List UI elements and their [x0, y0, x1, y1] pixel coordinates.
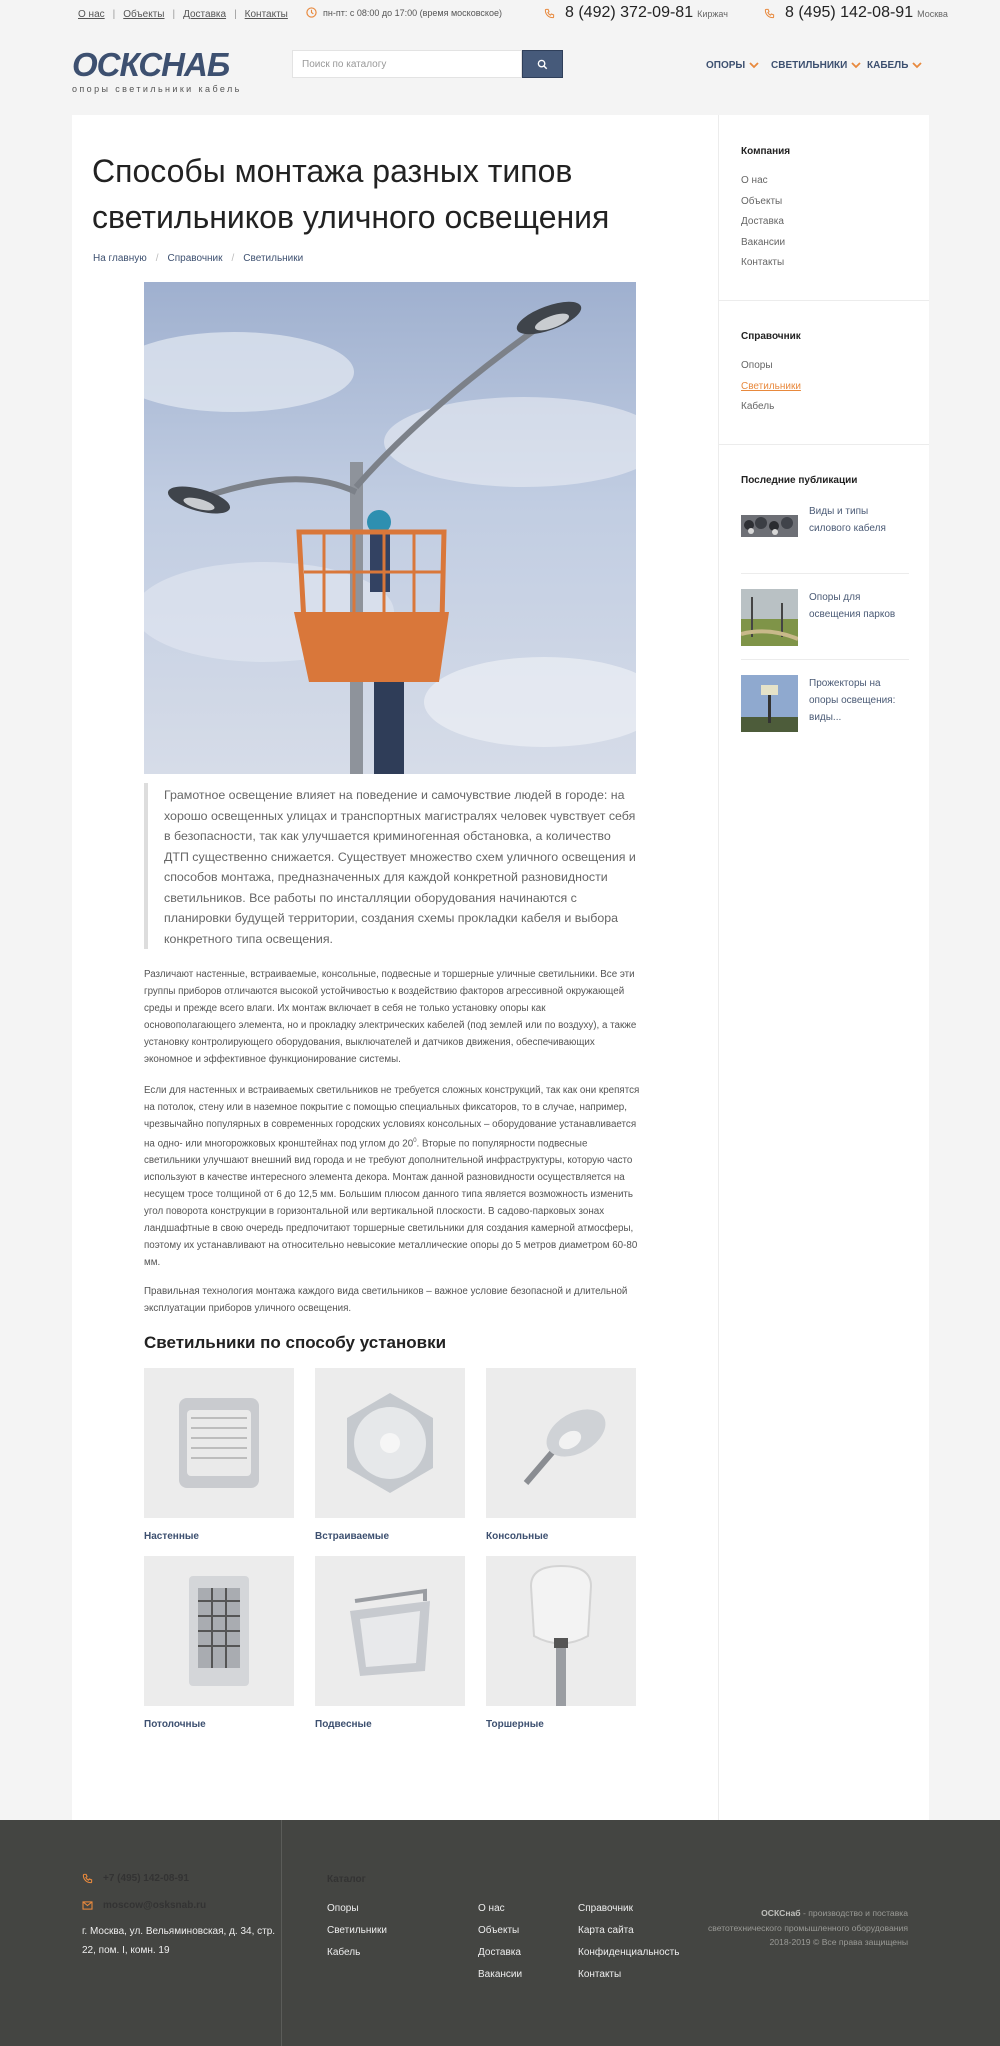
product-image	[144, 1556, 294, 1706]
phone-moscow[interactable]	[764, 4, 948, 22]
logo-tagline: опоры светильники кабель	[72, 84, 242, 94]
top-bar	[0, 0, 1000, 30]
floodlight-icon	[330, 1571, 450, 1691]
ceiling-light-icon	[174, 1566, 264, 1696]
paragraph-2-text-a: Если для настенных и встраиваемых светильников не требуется сложных конструкций, так как они крепятся на потолок, стену или в наземное покрытие с помощью специальных фиксаторов, то в случае, например, чрезвычайно популярных в современных городских условиях консольных – оборудование устанавливается на одно- или многорожковых кронштейнах под углом до 20	[144, 1085, 640, 1150]
degree-superscript: 0	[413, 1138, 417, 1144]
sidebar-reference-title: Справочник	[741, 331, 801, 342]
publication-item[interactable]	[741, 503, 909, 561]
footer-phone[interactable]	[82, 1873, 189, 1884]
top-link-delivery[interactable]: Доставка	[183, 9, 227, 20]
page-title: Способы монтажа разных типов светильников уличного освещения	[92, 153, 610, 235]
phone-city: Киржач	[697, 9, 728, 19]
work-hours-text: пн-пт: с 08:00 до 17:00 (время московское)	[323, 7, 502, 18]
article-paragraph-1: Различают настенные, встраиваемые, консольные, подвесные и торшерные уличные светильники. Все эти группы приборов отличаются высокой устойчивостью к воздействию факторов агрессивной окружающей среды и прежде всего влаги. Их монтаж включает в себя не только установку опоры как основополагающего элемента, но и прокладку электрических кабелей (под землей или по воздуху), а также установку контролирующего оборудования, выключателей и датчиков движения, обеспечивающих экономное и эффективное функционирование системы.	[144, 969, 637, 1065]
sidebar-company-title: Компания	[741, 146, 791, 157]
nav-cable[interactable]	[867, 60, 922, 71]
product-card-ceiling[interactable]	[144, 1556, 294, 1730]
breadcrumb-reference[interactable]: Справочник	[167, 253, 223, 264]
clock-icon	[306, 7, 317, 18]
sidebar-item-contacts[interactable]: Контакты	[741, 257, 785, 268]
sidebar-item-vacancies[interactable]: Вакансии	[741, 237, 786, 248]
product-card-recessed[interactable]	[315, 1368, 465, 1542]
footer-link-privacy[interactable]: Конфиденциальность	[578, 1947, 680, 1958]
sidebar-item-lights[interactable]: Светильники	[741, 381, 801, 392]
publication-thumbnail	[741, 589, 798, 646]
section-title: Светильники по способу установки	[144, 1333, 447, 1352]
nav-supports[interactable]	[706, 60, 759, 71]
nav-label: СВЕТИЛЬНИКИ	[771, 60, 848, 71]
mail-icon	[82, 1901, 93, 1910]
product-image	[315, 1556, 465, 1706]
footer-email-text[interactable]: moscow@osksnab.ru	[103, 1900, 207, 1911]
product-image	[486, 1368, 636, 1518]
sidebar-item-supports[interactable]: Опоры	[741, 360, 773, 371]
publication-item[interactable]	[741, 675, 909, 733]
recessed-light-icon	[335, 1388, 445, 1498]
nav-label: ОПОРЫ	[706, 60, 746, 71]
nav-label: КАБЕЛЬ	[867, 60, 909, 71]
search-input[interactable]: Поиск по каталогу	[292, 50, 522, 78]
torch-light-icon	[516, 1556, 606, 1706]
publication-title: Прожекторы на опоры освещения: виды...	[809, 678, 896, 723]
publication-title: Опоры для освещения парков	[809, 592, 896, 620]
product-label: Подвесные	[315, 1719, 372, 1730]
footer-link-cable[interactable]: Кабель	[327, 1947, 361, 1958]
product-image	[486, 1556, 636, 1706]
publication-thumbnail	[741, 503, 798, 560]
footer-link-about[interactable]: О нас	[478, 1903, 505, 1914]
paragraph-2-text-b: . Вторые по популярности подвесные светильники улучшают внешний вид города и не требуют дополнительной инфраструктуры, которую часто используют в качестве интересного элемента декора. Монтаж данной разновидности осуществляется на несущем тросе толщиной от 6 до 12,5 мм. Большим плюсом данного типа является возможность изменить угол поворота конструкции в горизонтальной или вертикальной плоскости. В садово-парковых зонах ландшафтные в свою очередь предпочитают торшерные светильники для создания камерной атмосферы, поэтому их устанавливают на относительно невысокие металлические опоры до 5 метров диаметром 60-80 мм.	[144, 1138, 638, 1269]
chevron-down-icon	[851, 62, 861, 69]
top-link-about[interactable]: О нас	[78, 9, 105, 20]
footer-link-objects[interactable]: Объекты	[478, 1925, 520, 1936]
sidebar-publications-title: Последние публикации	[741, 475, 858, 486]
article-lead-quote: Грамотное освещение влияет на поведение и самочувствие людей в городе: на хорошо освещенных улицах и транспортных магистралях человек чувствует себя в безопасности, так как улучшается криминогенная обстановка, а количество ДТП существенно снижается. Существует множество схем уличного освещения и способов монтажа, предназначенных для каждой конкретной разновидности светильников. Все работы по инсталляции оборудования начинаются с планировки будущей территории, создания схемы прокладки кабеля и выбора конкретного типа освещения.	[144, 783, 636, 949]
footer-link-lights[interactable]: Светильники	[327, 1925, 387, 1936]
footer-link-vacancies[interactable]: Вакансии	[478, 1969, 523, 1980]
wall-light-icon	[169, 1388, 269, 1498]
phone-city: Москва	[917, 9, 948, 19]
footer-email[interactable]	[82, 1900, 206, 1911]
footer-link-contacts[interactable]: Контакты	[578, 1969, 622, 1980]
sidebar-item-cable[interactable]: Кабель	[741, 401, 775, 412]
breadcrumb-home[interactable]: На главную	[93, 253, 147, 264]
phone-kirzhach[interactable]	[544, 4, 728, 22]
top-link-contacts[interactable]: Контакты	[244, 9, 288, 20]
footer-divider	[281, 1820, 282, 2046]
footer-link-delivery[interactable]: Доставка	[478, 1947, 521, 1958]
search-button[interactable]	[522, 50, 563, 78]
breadcrumb-lights[interactable]: Светильники	[243, 253, 304, 264]
hero-image	[144, 282, 636, 774]
breadcrumb: На главную / Справочник / Светильники	[93, 253, 304, 264]
sidebar-divider	[719, 300, 929, 301]
work-hours	[306, 7, 502, 18]
product-label: Потолочные	[144, 1719, 206, 1730]
chevron-down-icon	[749, 62, 759, 69]
product-label: Торшерные	[486, 1719, 544, 1730]
publication-thumbnail	[741, 675, 798, 732]
product-label: Встраиваемые	[315, 1531, 390, 1542]
footer-address: г. Москва, ул. Вельяминовская, д. 34, стр. 22, пом. I, комн. 19	[82, 1926, 276, 1956]
nav-lights[interactable]	[771, 60, 861, 71]
footer-phone-text[interactable]: +7 (495) 142-08-91	[103, 1873, 189, 1884]
footer-description: - производство и поставка светотехнического промышленного оборудования	[707, 1908, 908, 1933]
article-paragraph-3: Правильная технология монтажа каждого вида светильников – важное условие безопасной и длительной эксплуатации приборов уличного освещения.	[144, 1286, 628, 1314]
street-lamp-illustration	[144, 282, 636, 774]
footer-link-sitemap[interactable]: Карта сайта	[578, 1925, 634, 1936]
phone-number[interactable]: 8 (492) 372-09-81	[565, 4, 694, 21]
product-card-wall[interactable]	[144, 1368, 294, 1542]
product-image	[315, 1368, 465, 1518]
article-paragraph-2	[144, 1082, 640, 1271]
product-card-pendant[interactable]	[315, 1556, 465, 1730]
sidebar-divider	[718, 115, 719, 1820]
phone-icon	[82, 1873, 93, 1884]
footer-copyright-text: 2018-2019 © Все права защищены	[769, 1937, 908, 1947]
publication-divider	[741, 659, 909, 660]
phone-number[interactable]: 8 (495) 142-08-91	[785, 4, 914, 21]
logo-text: ОСКСНАБ	[72, 46, 230, 83]
footer-copyright	[700, 1906, 908, 1950]
publication-divider	[741, 573, 909, 574]
product-label: Настенные	[144, 1531, 199, 1542]
publication-title: Виды и типы силового кабеля	[809, 506, 886, 534]
product-card-console[interactable]	[486, 1368, 636, 1542]
product-card-torch[interactable]	[486, 1556, 636, 1730]
phone-icon	[544, 8, 555, 19]
footer-link-supports[interactable]: Опоры	[327, 1903, 359, 1914]
product-label: Консольные	[486, 1531, 549, 1542]
footer-brand: ОСКСнаб	[761, 1908, 801, 1918]
footer-catalog-title: Каталог	[327, 1874, 366, 1885]
footer-link-reference[interactable]: Справочник	[578, 1903, 633, 1914]
product-image	[144, 1368, 294, 1518]
top-links: О нас | Объекты | Доставка | Контакты	[78, 9, 288, 20]
sidebar-item-delivery[interactable]: Доставка	[741, 216, 784, 227]
publication-item[interactable]	[741, 589, 909, 647]
site-logo[interactable]	[72, 48, 254, 94]
sidebar-item-about[interactable]: О нас	[741, 175, 768, 186]
top-link-objects[interactable]: Объекты	[123, 9, 165, 20]
console-light-icon	[506, 1388, 616, 1498]
search-icon	[537, 59, 548, 70]
sidebar-item-objects[interactable]: Объекты	[741, 196, 783, 207]
phone-icon	[764, 8, 775, 19]
sidebar-divider	[719, 444, 929, 445]
chevron-down-icon	[912, 62, 922, 69]
